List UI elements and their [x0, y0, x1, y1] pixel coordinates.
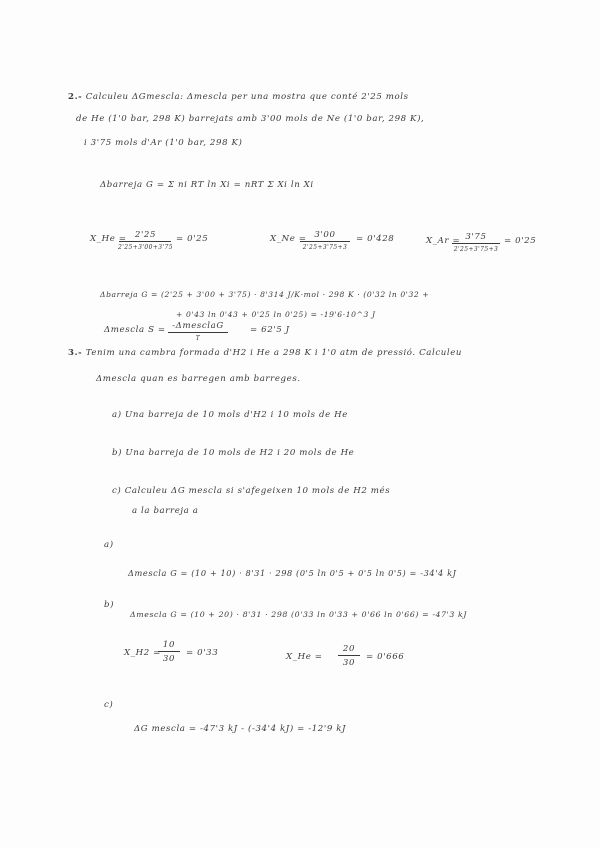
- problem-2-line-1: [68, 92, 409, 102]
- problem-2-number: 2.-: [68, 92, 83, 102]
- solution-c: ΔG mescla = -47'3 kJ - (-34'4 kJ) = -12'9 kJ: [134, 724, 347, 734]
- x-he-denominator: 2'25+3'00+3'75: [118, 244, 173, 251]
- x-he-result: = 0'25: [176, 234, 209, 244]
- x-h2-result: = 0'33: [186, 648, 219, 658]
- x-ar-label: X_Ar =: [426, 236, 461, 246]
- ds-denominator: T: [195, 335, 201, 342]
- part-b: [112, 448, 354, 458]
- part-c-text-1: Calculeu ΔG mescla si s'afegeixen 10 mols de H2 més: [124, 486, 391, 496]
- ds-label: Δmescla S =: [104, 325, 166, 335]
- x-ne-numerator: 3'00: [314, 230, 336, 240]
- x-he-numerator: 2'25: [134, 230, 157, 240]
- problem-2-statement-1: Calculeu ΔGmescla: Δmescla per una mostra que conté 2'25 mols: [85, 92, 409, 102]
- x-he-fraction: [118, 230, 173, 251]
- solution-b-label: b): [104, 600, 115, 610]
- problem-3-number: 3.-: [68, 348, 83, 358]
- problem-2-calc-line-1: Δbarreja G = (2'25 + 3'00 + 3'75) · 8'314 J/K·mol · 298 K · (0'32 ln 0'32 +: [100, 290, 430, 299]
- x-he2-result: = 0'666: [366, 652, 405, 662]
- ds-result: = 62'5 J: [250, 325, 290, 335]
- x-ar-numerator: 3'75: [465, 232, 487, 242]
- part-b-label: b): [112, 448, 123, 458]
- part-a: [112, 410, 348, 420]
- x-he2-denominator: 30: [342, 658, 356, 668]
- problem-2-formula: Δbarreja G = Σ ni RT ln Xi = nRT Σ Xi ln Xi: [100, 180, 314, 190]
- problem-3-line-1: [68, 348, 462, 358]
- part-c-text-2: a la barreja a: [132, 506, 199, 516]
- solution-b: Δmescla G = (10 + 20) · 8'31 · 298 (0'33 ln 0'33 + 0'66 ln 0'66) = -47'3 kJ: [130, 610, 468, 619]
- x-he2-numerator: 20: [342, 644, 356, 654]
- x-ar-fraction: [452, 232, 500, 253]
- x-h2-denominator: 30: [162, 654, 176, 664]
- ds-fraction: [168, 321, 228, 342]
- part-c: [112, 486, 390, 496]
- x-ar-denominator: 2'25+3'75+3: [453, 246, 499, 253]
- x-ne-fraction: [300, 230, 350, 251]
- problem-2-calc-line-2: + 0'43 ln 0'43 + 0'25 ln 0'25) = -19'6·10^3 J: [176, 310, 376, 319]
- problem-3-statement-2: Δmescla quan es barregen amb barreges.: [96, 374, 301, 384]
- x-ne-denominator: 2'25+3'75+3: [302, 244, 348, 251]
- part-a-text: Una barreja de 10 mols d'H2 i 10 mols de He: [125, 410, 348, 420]
- problem-2-statement-3: i 3'75 mols d'Ar (1'0 bar, 298 K): [84, 138, 243, 148]
- part-c-label: c): [112, 486, 122, 496]
- x-he2-fraction: [338, 644, 360, 668]
- ds-numerator: -ΔmesclaG: [172, 321, 224, 331]
- solution-a-label: a): [104, 540, 114, 550]
- x-h2-fraction: [158, 640, 180, 664]
- problem-2-statement-2: de He (1'0 bar, 298 K) barrejats amb 3'00 mols de Ne (1'0 bar, 298 K),: [76, 114, 425, 124]
- x-ar-result: = 0'25: [504, 236, 537, 246]
- x-h2-numerator: 10: [162, 640, 176, 650]
- problem-3-statement-1: Tenim una cambra formada d'H2 i He a 298 K i 1'0 atm de pressió. Calculeu: [85, 348, 463, 358]
- solution-a: Δmescla G = (10 + 10) · 8'31 · 298 (0'5 ln 0'5 + 0'5 ln 0'5) = -34'4 kJ: [128, 568, 457, 578]
- solution-c-label: c): [104, 700, 114, 710]
- part-b-text: Una barreja de 10 mols de H2 i 20 mols de He: [125, 448, 355, 458]
- x-ne-result: = 0'428: [356, 234, 395, 244]
- x-h2-label: X_H2 =: [124, 648, 161, 658]
- x-ne-label: X_Ne =: [270, 234, 307, 244]
- x-he2-label: X_He =: [286, 652, 323, 662]
- part-a-label: a): [112, 410, 122, 420]
- x-he-label: X_He =: [90, 234, 127, 244]
